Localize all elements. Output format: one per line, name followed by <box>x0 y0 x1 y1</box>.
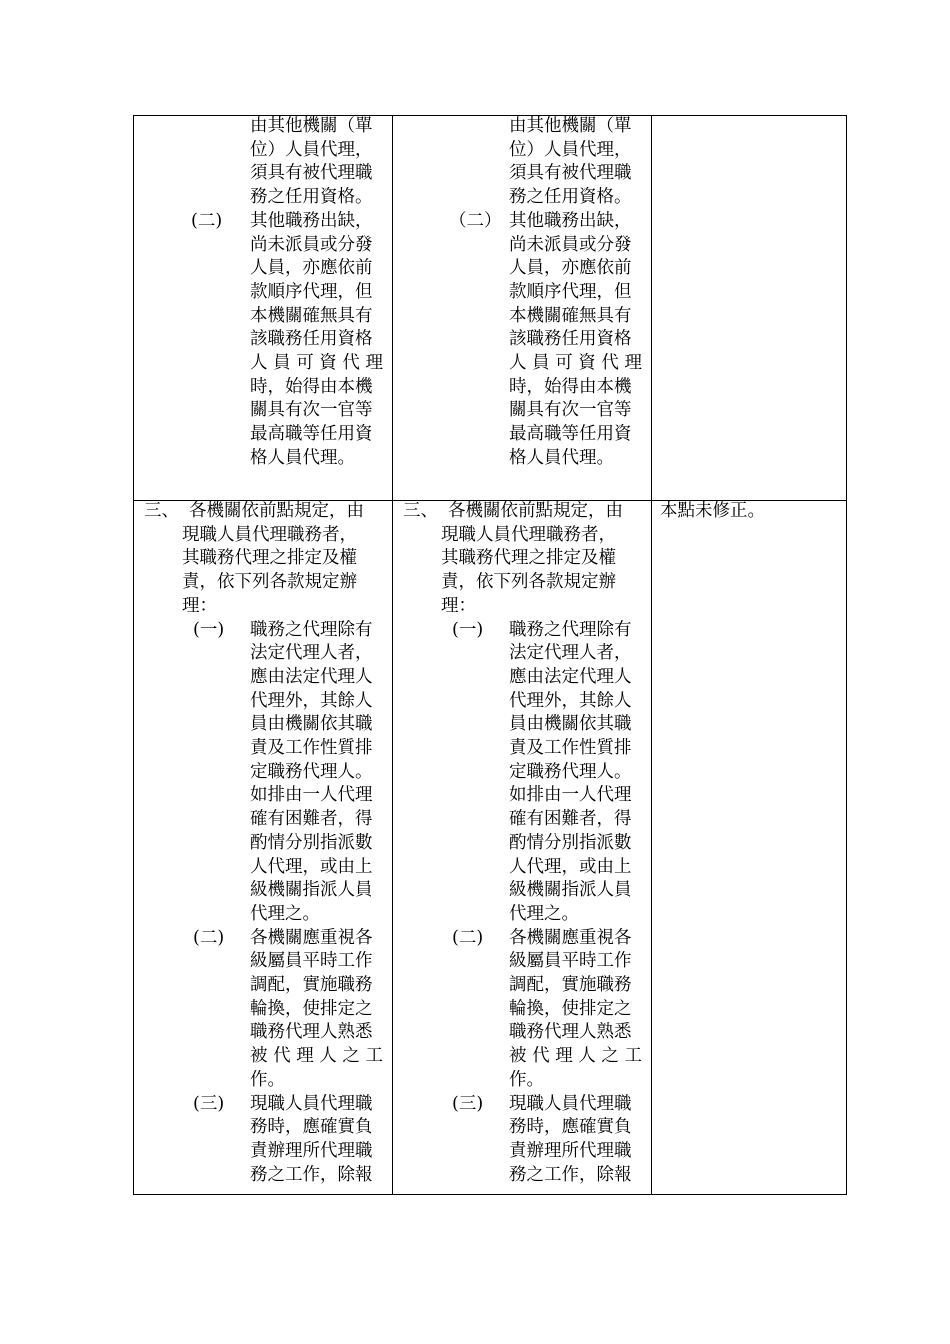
item-text-line: 該職務任用資格 <box>509 329 632 350</box>
point-text-line: 責，依下列各款規定辦 <box>182 572 357 593</box>
revision-note: 本點未修正。 <box>660 501 765 521</box>
item-text-line: 員由機關依其職 <box>509 714 632 735</box>
item-text-line: 級機關指派人員 <box>250 880 373 901</box>
char: 被 <box>250 1046 268 1067</box>
item-text-line: 級機關指派人員 <box>509 880 632 901</box>
char: 之 <box>601 1046 619 1067</box>
item-text-line <box>250 352 383 376</box>
char: 可 <box>296 353 314 373</box>
point-text-line: 現職人員代理職務者， <box>182 524 357 545</box>
char: 員 <box>273 353 291 373</box>
item-text-line: 款順序代理，但 <box>250 281 373 302</box>
char: 工 <box>624 1046 642 1067</box>
item-text-line: 調配，實施職務 <box>509 975 632 995</box>
char: 可 <box>555 353 573 373</box>
char: 理 <box>365 353 383 373</box>
item-text-line: 本機關確無具有 <box>250 305 373 326</box>
point-text-line: 理： <box>182 595 217 616</box>
item-text-line: 責辦理所代理職 <box>509 1140 632 1161</box>
point-label: 三、 <box>403 501 438 521</box>
char: 之 <box>342 1046 360 1067</box>
item-text-line: 位）人員代理， <box>509 139 632 160</box>
item-text-line: 確有困難者，得 <box>509 809 632 830</box>
item-label: (一) <box>193 619 225 640</box>
item-text-line: 本機關確無具有 <box>509 305 632 326</box>
column-divider-1 <box>392 116 393 1194</box>
item-text-line: 輪換，使排定之 <box>509 998 632 1019</box>
item-text-line: 代理外，其餘人 <box>509 690 632 711</box>
item-text-line: 其他職務出缺， <box>509 210 632 231</box>
char: 代 <box>342 353 360 373</box>
item-text-line: 人員，亦應依前 <box>509 258 632 279</box>
item-text-line: 法定代理人者， <box>509 643 632 664</box>
point-text-line: 理： <box>441 595 476 616</box>
item-text-line: 職務代理人熟悉 <box>250 1022 373 1043</box>
char: 人 <box>578 1046 596 1067</box>
item-text-line: 由其他機關（單 <box>509 116 632 136</box>
item-text-line: 時，始得由本機 <box>509 376 632 397</box>
item-text-line: 各機關應重視各 <box>509 927 632 948</box>
item-label: (二) <box>193 927 225 948</box>
char: 員 <box>532 353 550 373</box>
char: 資 <box>578 353 596 373</box>
item-text-line <box>509 1045 642 1069</box>
item-text-line: 最高職等任用資 <box>509 424 632 445</box>
item-text-line: 須具有被代理職 <box>250 163 373 184</box>
item-label: (三) <box>193 1093 225 1114</box>
point-text-line: 其職務代理之排定及權 <box>441 548 616 569</box>
char: 代 <box>273 1046 291 1067</box>
item-text-line: 職務之代理除有 <box>509 619 632 640</box>
item-text-line: 級屬員平時工作 <box>250 951 373 972</box>
item-text-line: 由其他機關（單 <box>250 116 373 136</box>
item-text-line: 人代理，或由上 <box>509 856 632 877</box>
item-text-line: 應由法定代理人 <box>509 666 632 687</box>
item-text-line: 其他職務出缺， <box>250 210 373 231</box>
item-text-line: 款順序代理，但 <box>509 281 632 302</box>
char: 理 <box>296 1046 314 1067</box>
item-text-line: 法定代理人者， <box>250 643 373 664</box>
char: 人 <box>509 353 527 373</box>
item-text-line: 責及工作性質排 <box>509 738 632 758</box>
item-text-line: 格人員代理。 <box>250 447 355 468</box>
item-text-line: 務時，應確實負 <box>250 1117 373 1138</box>
char: 人 <box>319 1046 337 1067</box>
item-text-line: 務之工作，除報 <box>509 1164 632 1185</box>
char: 代 <box>532 1046 550 1067</box>
item-text-line: 應由法定代理人 <box>250 666 373 687</box>
item-text-line: 調配，實施職務 <box>250 975 373 995</box>
item-text-line: 酌情分別指派數 <box>509 832 632 853</box>
char: 理 <box>624 353 642 373</box>
item-text-line: 職務代理人熟悉 <box>509 1022 632 1043</box>
item-text-line: 格人員代理。 <box>509 447 614 468</box>
point-text-line: 各機關依前點規定，由 <box>189 501 364 521</box>
item-text-line: 務之任用資格。 <box>509 187 632 208</box>
item-text-line: 責及工作性質排 <box>250 738 373 758</box>
item-text-line: 職務之代理除有 <box>250 619 373 640</box>
item-text-line: 關具有次一官等 <box>509 400 632 421</box>
item-text-line: 人員，亦應依前 <box>250 258 373 279</box>
item-text-line: 務之任用資格。 <box>250 187 373 208</box>
point-text-line: 現職人員代理職務者， <box>441 524 616 545</box>
item-text-line: 尚未派員或分發 <box>250 234 373 255</box>
item-text-line: 現職人員代理職 <box>250 1093 373 1114</box>
item-text-line: 作。 <box>250 1069 285 1090</box>
item-text-line <box>250 1045 383 1069</box>
comparison-table <box>133 115 847 1195</box>
item-text-line: 確有困難者，得 <box>250 809 373 830</box>
column-divider-2 <box>651 116 652 1194</box>
char: 理 <box>555 1046 573 1067</box>
item-text-line: 代理之。 <box>509 903 579 924</box>
item-text-line: 酌情分別指派數 <box>250 832 373 853</box>
item-label: (三) <box>452 1093 484 1114</box>
char: 人 <box>250 353 268 373</box>
char: 被 <box>509 1046 527 1067</box>
item-text-line: 定職務代理人。 <box>250 761 373 782</box>
item-label: （二） <box>449 210 502 231</box>
item-text-line: 最高職等任用資 <box>250 424 373 445</box>
item-text-line: 如排由一人代理 <box>509 785 632 806</box>
item-text-line: 該職務任用資格 <box>250 329 373 350</box>
item-text-line: 如排由一人代理 <box>250 785 373 806</box>
item-text-line: 定職務代理人。 <box>509 761 632 782</box>
point-text-line: 責，依下列各款規定辦 <box>441 572 616 593</box>
item-label: (一) <box>452 619 484 640</box>
item-text-line: 人代理，或由上 <box>250 856 373 877</box>
char: 資 <box>319 353 337 373</box>
char: 工 <box>365 1046 383 1067</box>
item-text-line: 現職人員代理職 <box>509 1093 632 1114</box>
item-text-line <box>509 352 642 376</box>
item-text-line: 代理外，其餘人 <box>250 690 373 711</box>
point-label: 三、 <box>144 501 179 521</box>
item-text-line: 尚未派員或分發 <box>509 234 632 255</box>
item-text-line: 關具有次一官等 <box>250 400 373 421</box>
item-text-line: 作。 <box>509 1069 544 1090</box>
item-text-line: 務時，應確實負 <box>509 1117 632 1138</box>
item-text-line: 責辦理所代理職 <box>250 1140 373 1161</box>
item-text-line: 級屬員平時工作 <box>509 951 632 972</box>
item-text-line: 務之工作，除報 <box>250 1164 373 1185</box>
item-label: (二) <box>191 210 223 231</box>
item-text-line: 代理之。 <box>250 903 320 924</box>
point-text-line: 各機關依前點規定，由 <box>448 501 623 521</box>
item-text-line: 輪換，使排定之 <box>250 998 373 1019</box>
item-text-line: 員由機關依其職 <box>250 714 373 735</box>
item-text-line: 位）人員代理， <box>250 139 373 160</box>
char: 代 <box>601 353 619 373</box>
item-text-line: 各機關應重視各 <box>250 927 373 948</box>
item-text-line: 時，始得由本機 <box>250 376 373 397</box>
item-text-line: 須具有被代理職 <box>509 163 632 184</box>
item-label: (二) <box>452 927 484 948</box>
point-text-line: 其職務代理之排定及權 <box>182 548 357 569</box>
